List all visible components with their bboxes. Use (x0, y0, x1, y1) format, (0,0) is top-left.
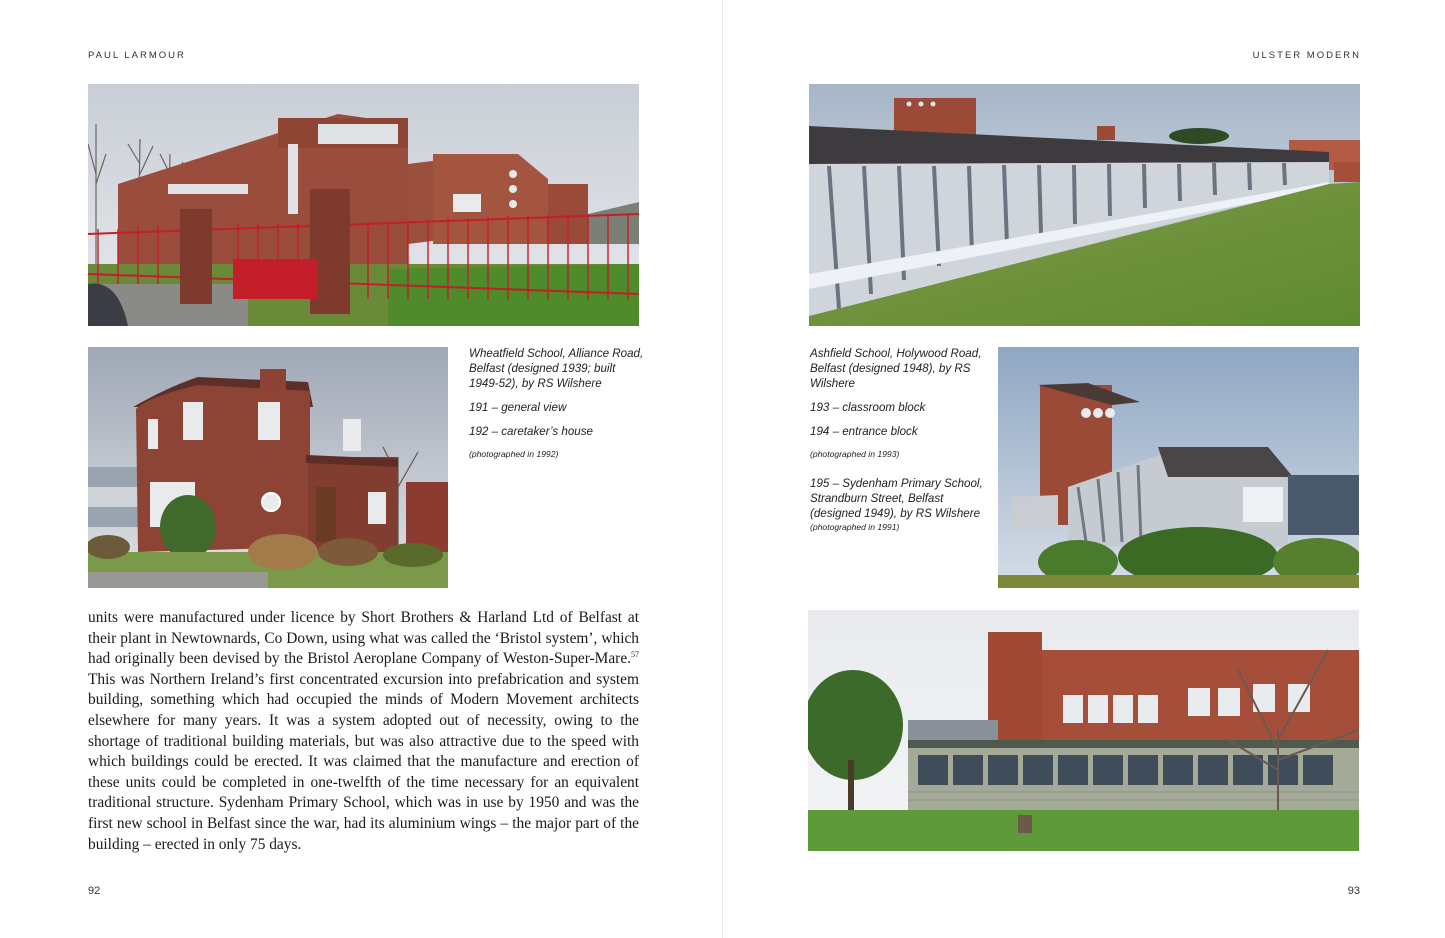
page-number-right: 93 (1347, 885, 1360, 897)
caption-photo-date: (photographed in 1993) (810, 449, 900, 459)
photo-193-classroom-block (809, 84, 1360, 326)
photo-194-entrance-block (998, 347, 1359, 588)
footnote-reference[interactable]: 57 (631, 650, 639, 660)
caption-item-191: 191 – general view (469, 401, 567, 414)
caption-photo-date-195: (photographed in 1991) (810, 522, 900, 532)
caption-ashfield-school (810, 346, 985, 542)
body-text (88, 608, 639, 855)
running-head-right: ULSTER MODERN (1252, 50, 1361, 61)
caption-item-192: 192 – caretaker’s house (469, 425, 593, 438)
running-head-left: PAUL LARMOUR (88, 50, 186, 61)
page-number-left: 92 (88, 885, 101, 897)
caption-item-195: 195 – Sydenham Primary School, Strandburn Street, Belfast (designed 1949), by RS Wilshere (810, 477, 983, 520)
caption-item-194: 194 – entrance block (810, 425, 918, 438)
body-text-part-2: This was Northern Ireland’s first concentrated excursion into prefabrication and system building, something which had occupied the minds of Modern Movement architects elsewhere for many years. It was a system adopted out of necessity, owing to the shortage of traditional building materials, but was also attractive due to the speed with which buildings could be erected. It was claimed that the manufacture and erection of these units could be completed in one-twelfth of the time necessary for an equivalent traditional structure. Sydenham Primary School, which was in use by 1950 and was the first new school in Belfast since the war, had its aluminium wings – the major part of the building – erected in only 75 days. (88, 670, 639, 853)
caption-title: Ashfield School, Holywood Road, Belfast (designed 1948), by RS Wilshere (810, 347, 982, 390)
photo-191-wheatfield-general-view (88, 84, 639, 326)
caption-photo-date: (photographed in 1992) (469, 449, 559, 459)
body-text-part-1: units were manufactured under licence by Short Brothers & Harland Ltd of Belfast at their plant in Newtownards, Co Down, using what was called the ‘Bristol system’, which had originally been devised by the Bristol Aeroplane Company of Weston-Super-Mare. (88, 609, 639, 668)
caption-item-193: 193 – classroom block (810, 401, 926, 414)
photo-195-sydenham-primary-school (808, 610, 1359, 851)
caption-title: Wheatfield School, Alliance Road, Belfast (designed 1939; built 1949-52), by RS Wilshere (469, 347, 644, 390)
right-page (723, 0, 1445, 938)
caption-wheatfield-school (469, 346, 644, 469)
photo-192-caretakers-house (88, 347, 448, 588)
